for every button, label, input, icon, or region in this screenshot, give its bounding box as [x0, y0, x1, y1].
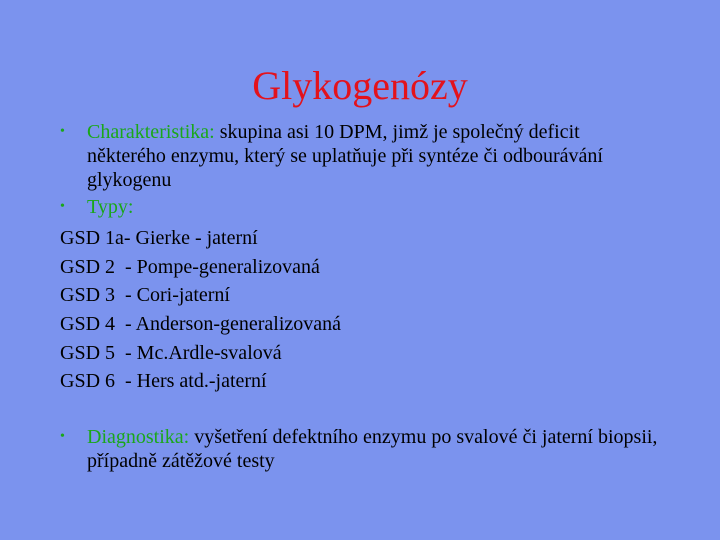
gsd-type-item: GSD 2 - Pompe-generalizovaná: [60, 255, 320, 278]
gsd-type-item: GSD 1a- Gierke - jaterní: [60, 227, 258, 249]
slide-title: Glykogenózy: [252, 63, 468, 108]
gsd-type-item: GSD 5 - Mc.Ardle-svalová: [60, 341, 282, 364]
bullet-keyword: Typy:: [87, 196, 134, 218]
bullet-icon: •: [60, 124, 65, 139]
bullet-keyword: Diagnostika:: [87, 426, 190, 448]
bullet-charakteristika: [60, 120, 660, 192]
bullet-keyword: Charakteristika:: [87, 121, 215, 143]
gsd-type-item: GSD 4 - Anderson-generalizovaná: [60, 313, 342, 336]
bullet-icon: •: [60, 199, 65, 214]
gsd-type-list: [60, 224, 660, 396]
gsd-type-item: GSD 3 - Cori-jaterní: [60, 284, 230, 307]
bullet-body: [87, 120, 660, 192]
bullet-typy: [60, 195, 660, 219]
bullet-icon: •: [60, 429, 65, 444]
bullet-text: vyšetření defektního enzymu po svalové či jaterní biopsii, případně zátěžové testy: [87, 426, 658, 472]
gsd-type-item: GSD 6 - Hers atd.-jaterní: [60, 370, 267, 393]
bullet-body: [87, 195, 660, 219]
bullet-body: [87, 425, 660, 473]
bullet-diagnostika: [60, 425, 660, 473]
bullet-text: skupina asi 10 DPM, jimž je společný deficit některého enzymu, který se uplatňuje při syntéze či odbourávání glykogenu: [87, 121, 603, 191]
